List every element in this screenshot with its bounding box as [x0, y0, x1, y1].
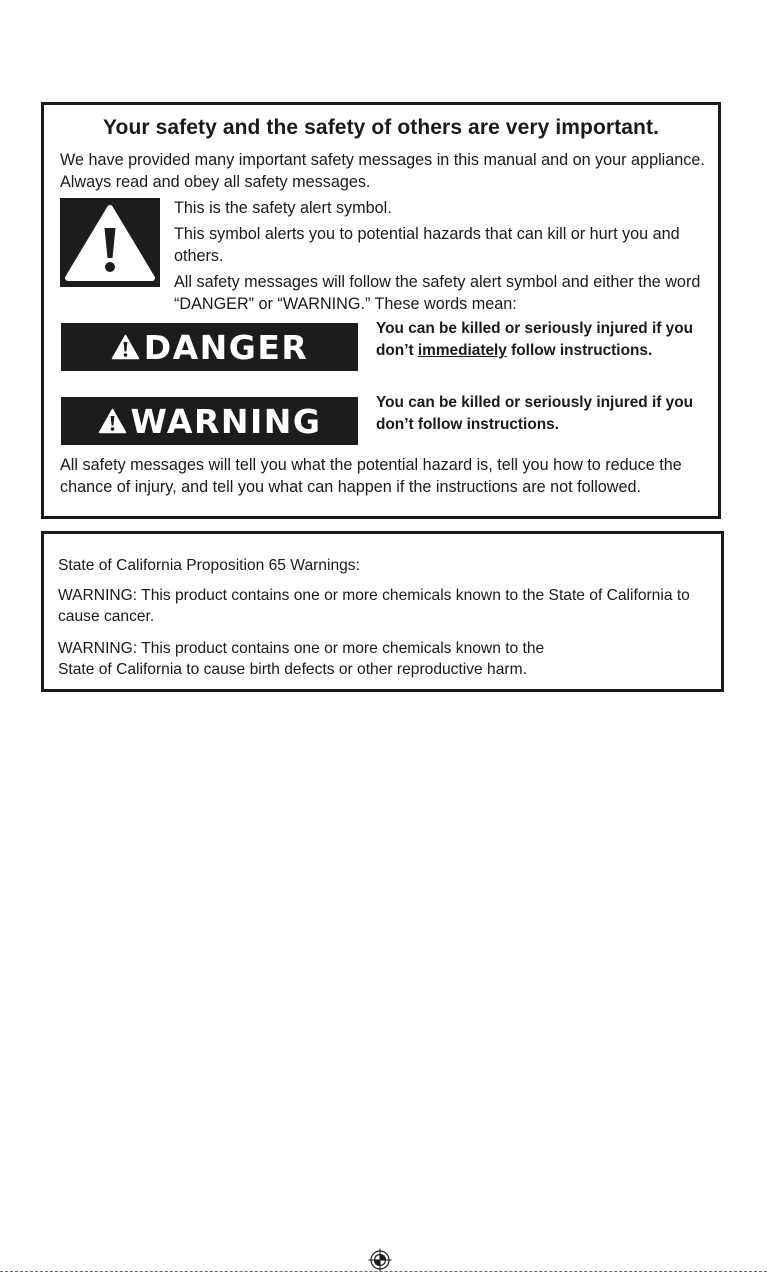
warning-desc: You can be killed or seriously injured if you don’t follow instructions.	[376, 394, 694, 433]
safety-outro: All safety messages will tell you what the potential hazard is, tell you how to reduce the chance of injury, and tell you what can happen if the instructions are not followed.	[60, 456, 682, 496]
signal-words-desc: All safety messages will follow the safety alert symbol and either the word “DANGER” or “WARNING.” These words mean:	[174, 273, 701, 313]
prop65-box	[41, 531, 724, 692]
warning-word: WARNING	[130, 401, 322, 441]
prop65-title: State of California Proposition 65 Warnings:	[58, 557, 360, 574]
safety-box	[41, 102, 721, 519]
prop65-cancer-warning: WARNING: This product contains one or more chemicals known to the State of California to cause cancer.	[58, 587, 690, 625]
safety-title: Your safety and the safety of others are very important.	[102, 116, 660, 139]
safety-alert-symbol-tile	[60, 198, 160, 287]
danger-desc	[376, 318, 716, 362]
danger-word: DANGER	[143, 327, 309, 367]
danger-desc-after: follow instructions.	[506, 342, 653, 359]
warning-signal-bar	[61, 397, 358, 445]
safety-alert-triangle-icon	[60, 198, 160, 287]
danger-desc-before: You can be killed or seriously injured if you don’t	[376, 320, 694, 359]
alert-symbol-desc: This symbol alerts you to potential hazards that can kill or hurt you and others.	[174, 225, 680, 265]
crop-line	[0, 1271, 767, 1272]
prop65-reproductive-warning-line1: WARNING: This product contains one or more chemicals known to the	[58, 640, 545, 657]
safety-intro: We have provided many important safety messages in this manual and on your appliance. Always read and obey all safety messages.	[60, 151, 705, 191]
alert-symbol-line: This is the safety alert symbol.	[174, 199, 392, 217]
warning-alert-triangle-icon	[98, 408, 127, 434]
danger-alert-triangle-icon	[111, 334, 140, 360]
danger-signal-bar	[61, 323, 358, 371]
prop65-reproductive-warning	[58, 638, 708, 680]
registration-mark-icon	[368, 1248, 392, 1272]
danger-desc-emphasis: immediately	[417, 342, 507, 359]
prop65-reproductive-warning-line2: State of California to cause birth defects or other reproductive harm.	[58, 661, 527, 678]
